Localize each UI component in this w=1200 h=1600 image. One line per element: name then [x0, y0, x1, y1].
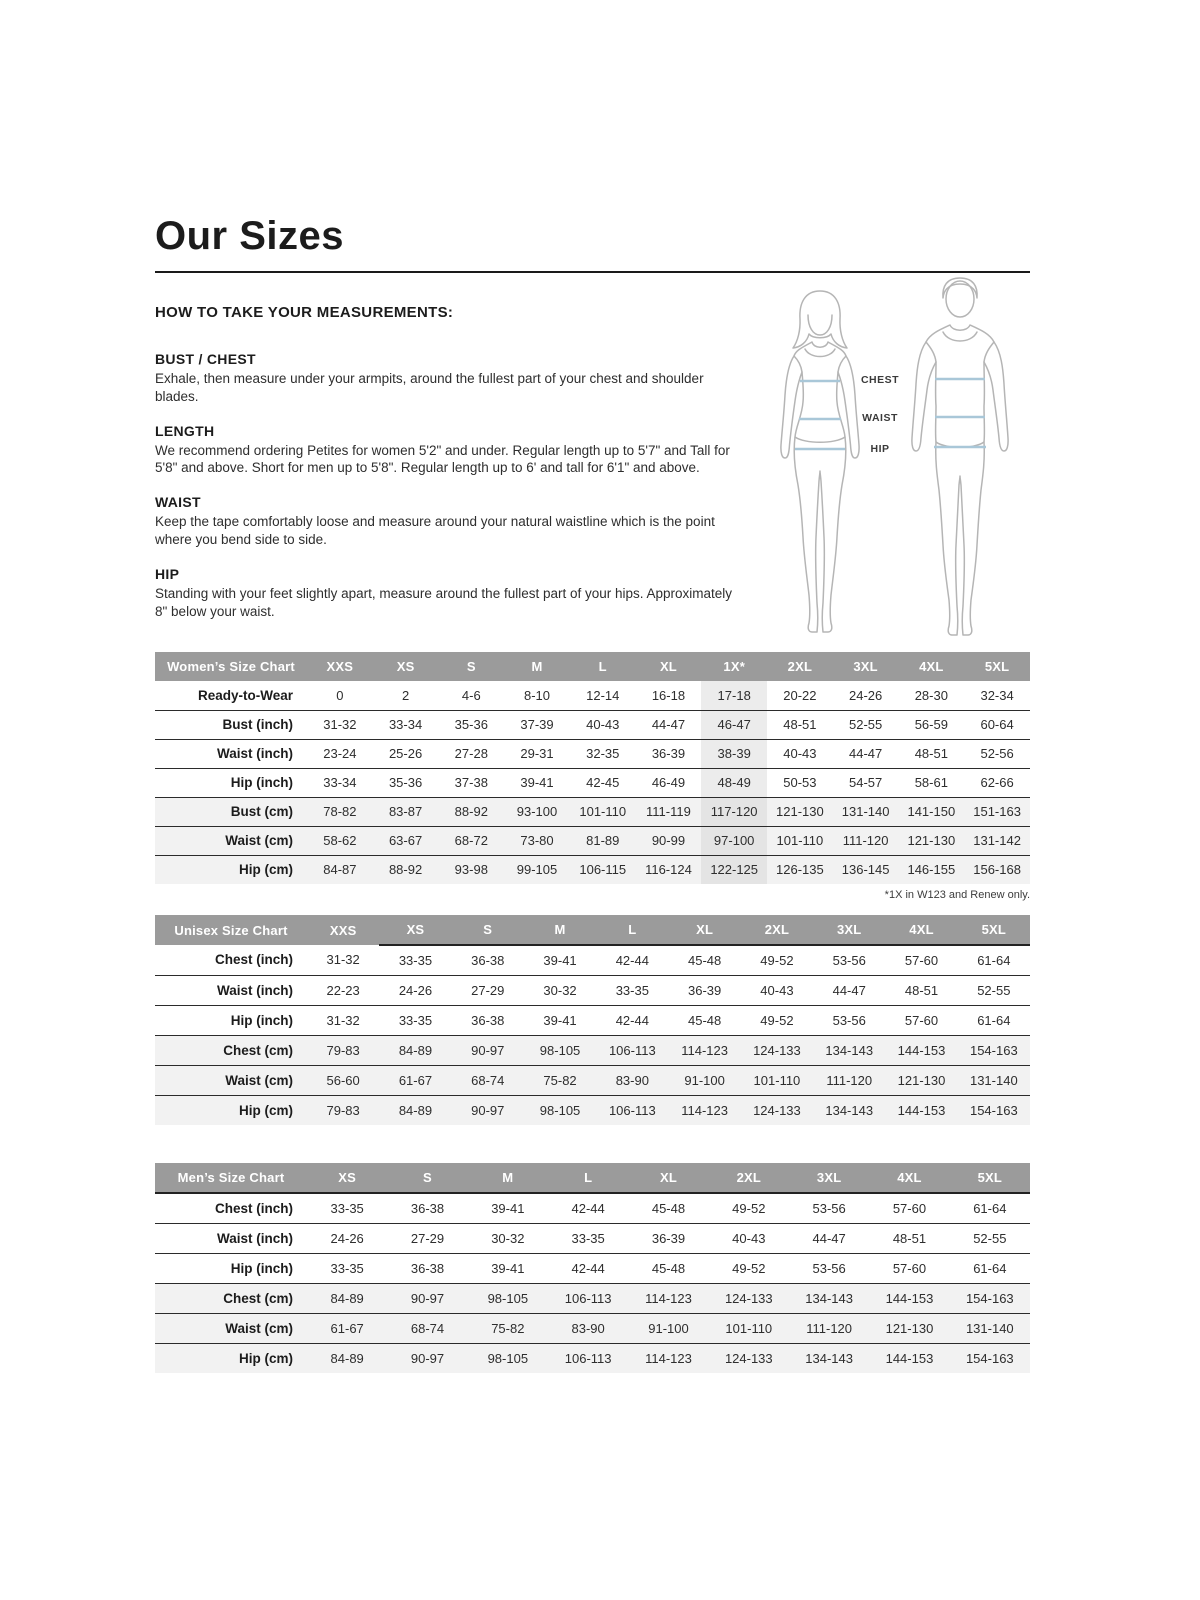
size-cell: 121-130: [897, 1072, 946, 1088]
size-cell: 116-124: [645, 862, 692, 878]
size-cell: 39-41: [543, 952, 577, 968]
size-column-header: L: [570, 652, 636, 681]
row-label: Chest (cm): [223, 1290, 293, 1306]
size-cell: 106-113: [564, 1290, 612, 1306]
size-cell: 38-39: [701, 739, 767, 768]
size-cell: 42-44: [571, 1200, 605, 1216]
size-cell: 33-34: [388, 717, 423, 732]
row-label: Chest (cm): [223, 1042, 293, 1058]
size-cell: 134-143: [805, 1350, 853, 1366]
row-label: Hip (inch): [230, 775, 293, 790]
woman-figure-illustration: [755, 285, 885, 635]
row-label: Waist (inch): [217, 982, 293, 998]
size-cell: 48-51: [783, 717, 817, 732]
size-cell: 75-82: [543, 1072, 577, 1088]
how-to-heading: HOW TO TAKE YOUR MEASUREMENTS:: [155, 304, 454, 321]
size-cell: 144-153: [897, 1042, 946, 1058]
measurement-figures: [740, 268, 1070, 648]
size-cell: 33-34: [323, 775, 357, 790]
row-label: Chest (inch): [214, 1200, 293, 1216]
size-cell: 134-143: [825, 1102, 874, 1118]
size-column-header: S: [387, 1163, 467, 1193]
row-label: Hip (cm): [239, 862, 293, 878]
size-cell: 90-97: [410, 1290, 445, 1306]
size-column-header: 4XL: [898, 652, 964, 681]
man-figure-illustration: [885, 270, 1035, 640]
size-cell: 98-105: [487, 1350, 529, 1366]
size-cell: 83-90: [571, 1320, 605, 1336]
size-cell: 106-113: [608, 1042, 656, 1058]
size-cell: 134-143: [825, 1042, 874, 1058]
size-cell: 131-142: [973, 833, 1021, 848]
size-cell: 20-22: [783, 687, 817, 703]
size-cell: 90-97: [410, 1350, 445, 1366]
size-cell: 56-59: [914, 717, 948, 732]
size-cell: 44-47: [832, 982, 866, 998]
size-cell: 106-113: [564, 1350, 612, 1366]
size-cell: 81-89: [586, 833, 620, 848]
size-cell: 28-30: [914, 687, 948, 703]
size-column-header: XS: [373, 652, 439, 681]
size-cell: 144-153: [885, 1350, 934, 1366]
row-label: Waist (cm): [225, 833, 293, 848]
size-column-header: 3XL: [813, 915, 885, 945]
size-cell: 12-14: [586, 687, 620, 703]
size-cell: 84-89: [330, 1350, 364, 1366]
size-cell: 106-113: [608, 1102, 656, 1118]
size-cell: 98-105: [539, 1042, 581, 1058]
size-cell: 90-97: [471, 1102, 505, 1118]
row-label: Hip (inch): [230, 1012, 293, 1028]
size-cell: 91-100: [684, 1072, 725, 1088]
size-cell: 45-48: [651, 1200, 686, 1216]
size-column-header: M: [524, 915, 596, 945]
size-cell: 131-140: [841, 804, 890, 819]
size-column-header: S: [438, 652, 504, 681]
size-cell: 48-49: [701, 768, 767, 797]
size-cell: 83-90: [615, 1072, 649, 1088]
size-cell: 97-100: [701, 826, 767, 855]
size-cell: 99-105: [516, 862, 558, 878]
size-cell: 154-163: [965, 1350, 1014, 1366]
size-cell: 30-32: [491, 1230, 525, 1246]
size-cell: 124-133: [724, 1290, 773, 1306]
size-cell: 61-67: [398, 1072, 433, 1088]
size-cell: 49-52: [732, 1200, 766, 1216]
size-cell: 39-41: [520, 775, 554, 790]
size-cell: 49-52: [732, 1260, 766, 1276]
size-cell: 37-38: [454, 775, 488, 790]
size-cell: 39-41: [543, 1012, 577, 1028]
size-cell: 84-89: [398, 1102, 433, 1118]
size-cell: 48-51: [892, 1230, 927, 1246]
size-cell: 111-119: [646, 804, 691, 819]
size-cell: 52-55: [977, 982, 1011, 998]
size-column-header: 5XL: [950, 1163, 1030, 1193]
size-column-header: L: [548, 1163, 628, 1193]
unisex-size-table: [155, 915, 1030, 1125]
size-column-header: XS: [307, 1163, 387, 1193]
size-cell: 61-64: [973, 1200, 1007, 1216]
size-cell: 131-140: [965, 1320, 1014, 1336]
size-cell: 57-60: [904, 952, 939, 968]
size-cell: 121-130: [776, 804, 824, 819]
size-cell: 117-120: [701, 797, 767, 826]
size-cell: 124-133: [753, 1042, 801, 1058]
size-cell: 32-35: [586, 746, 620, 761]
size-cell: 61-64: [973, 1260, 1007, 1276]
size-cell: 57-60: [904, 1012, 939, 1028]
size-cell: 101-110: [776, 833, 824, 848]
size-cell: 44-47: [848, 746, 883, 761]
size-column-header: XS: [379, 915, 451, 945]
size-cell: 134-143: [805, 1290, 853, 1306]
size-cell: 83-87: [388, 804, 423, 819]
size-cell: 144-153: [897, 1102, 946, 1118]
size-cell: 61-64: [977, 1012, 1011, 1028]
size-column-header: M: [504, 652, 570, 681]
section-body: We recommend ordering Petites for women 5'2" and under. Regular length up to 5'7" and Tall for 5'8" and above. Short for men up to 5'8". Regular length up to 6' and tall for 6'1" and above.: [155, 442, 730, 476]
size-cell: 121-130: [907, 833, 956, 848]
size-cell: 114-123: [681, 1042, 728, 1058]
section-length: [155, 423, 733, 478]
measurement-instructions: [155, 304, 733, 638]
size-cell: 75-82: [491, 1320, 525, 1336]
size-cell: 53-56: [832, 952, 866, 968]
section-waist: [155, 494, 733, 549]
measurement-lines: [934, 379, 986, 447]
size-cell: 111-120: [806, 1320, 853, 1336]
size-cell: 62-66: [980, 775, 1014, 790]
size-cell: 57-60: [892, 1260, 927, 1276]
size-cell: 54-57: [848, 775, 883, 790]
size-cell: 42-44: [571, 1260, 605, 1276]
table-title: Women’s Size Chart: [155, 652, 307, 681]
size-cell: 8-10: [524, 687, 551, 703]
size-cell: 131-140: [969, 1072, 1018, 1088]
size-cell: 35-36: [454, 717, 488, 732]
chest-label: CHEST: [860, 374, 900, 386]
size-cell: 40-43: [760, 982, 794, 998]
row-label: Waist (cm): [225, 1320, 293, 1336]
size-cell: 42-44: [615, 952, 649, 968]
size-cell: 36-38: [471, 952, 505, 968]
size-cell: 49-52: [760, 952, 794, 968]
row-label: Bust (inch): [222, 717, 293, 732]
size-cell: 4-6: [461, 687, 481, 703]
size-cell: 33-35: [571, 1230, 605, 1246]
size-cell: 33-35: [398, 952, 433, 968]
size-cell: 58-62: [323, 833, 357, 848]
size-cell: 50-53: [783, 775, 817, 790]
page-title: Our Sizes: [155, 214, 345, 258]
size-cell: 154-163: [969, 1102, 1018, 1118]
size-cell: 114-123: [645, 1290, 692, 1306]
size-cell: 23-24: [323, 746, 357, 761]
row-label: Hip (cm): [239, 1350, 293, 1366]
size-cell: 136-145: [841, 862, 890, 878]
size-cell: 53-56: [812, 1200, 846, 1216]
size-cell: 78-82: [323, 804, 357, 819]
size-column-header: 2XL: [709, 1163, 789, 1193]
size-cell: 146-155: [907, 862, 956, 878]
size-cell: 106-115: [579, 862, 627, 878]
size-cell: 154-163: [965, 1290, 1014, 1306]
size-cell: 144-153: [885, 1290, 934, 1306]
table-title: Men’s Size Chart: [155, 1163, 307, 1193]
row-label: Chest (inch): [214, 952, 293, 968]
size-cell: 31-32: [326, 1012, 360, 1028]
size-cell: 101-110: [725, 1320, 773, 1336]
size-cell: 27-29: [410, 1230, 445, 1246]
waist-label: WAIST: [862, 412, 898, 424]
size-cell: 58-61: [914, 775, 948, 790]
size-cell: 36-38: [471, 1012, 505, 1028]
row-label: Ready-to-Wear: [197, 687, 293, 703]
section-heading: BUST / CHEST: [155, 351, 256, 367]
size-cell: 73-80: [520, 833, 554, 848]
size-cell: 124-133: [724, 1350, 773, 1366]
size-cell: 27-29: [471, 982, 505, 998]
size-cell: 122-125: [701, 855, 767, 884]
size-cell: 90-97: [471, 1042, 505, 1058]
size-cell: 88-92: [454, 804, 488, 819]
size-cell: 45-48: [688, 952, 722, 968]
size-column-header: XL: [636, 652, 702, 681]
section-heading: LENGTH: [155, 422, 215, 439]
size-cell: 24-26: [398, 982, 433, 998]
size-column-header: 4XL: [869, 1163, 949, 1193]
size-cell: 36-39: [688, 982, 722, 998]
size-column-header: 4XL: [885, 915, 957, 945]
size-cell: 68-72: [454, 833, 488, 848]
size-cell: 60-64: [980, 717, 1014, 732]
size-cell: 35-36: [388, 775, 423, 790]
size-cell: 42-45: [586, 775, 620, 790]
size-cell: 29-31: [520, 746, 554, 761]
size-cell: 32-34: [980, 687, 1014, 703]
size-cell: 156-168: [973, 862, 1021, 878]
size-cell: 31-32: [323, 717, 357, 732]
size-cell: 111-120: [842, 833, 889, 848]
hip-label: HIP: [870, 443, 890, 455]
size-cell: 84-89: [330, 1290, 364, 1306]
size-cell: 33-35: [330, 1260, 364, 1276]
size-cell: 68-74: [471, 1072, 505, 1088]
size-cell: 61-64: [977, 952, 1011, 968]
size-column-header: XXS: [307, 915, 379, 945]
row-label: Hip (cm): [239, 1102, 293, 1118]
size-column-header: M: [468, 1163, 548, 1193]
size-cell: 46-49: [651, 775, 686, 790]
size-cell: 121-130: [885, 1320, 934, 1336]
size-cell: 36-38: [410, 1260, 445, 1276]
size-cell: 141-150: [907, 804, 956, 819]
size-cell: 101-110: [579, 804, 627, 819]
size-cell: 46-47: [701, 710, 767, 739]
size-column-header: XL: [668, 915, 740, 945]
size-cell: 84-89: [398, 1042, 433, 1058]
row-label: Waist (inch): [217, 1230, 293, 1246]
size-cell: 93-98: [454, 862, 488, 878]
size-cell: 40-43: [586, 717, 620, 732]
size-cell: 0: [336, 687, 344, 703]
size-cell: 31-32: [326, 952, 360, 968]
size-cell: 42-44: [615, 1012, 649, 1028]
size-column-header: S: [452, 915, 524, 945]
size-cell: 37-39: [520, 717, 554, 732]
row-label: Hip (inch): [230, 1260, 293, 1276]
size-cell: 27-28: [454, 746, 488, 761]
row-label: Bust (cm): [230, 804, 293, 819]
size-cell: 30-32: [543, 982, 577, 998]
size-column-header: XXS: [307, 652, 373, 681]
size-cell: 154-163: [969, 1042, 1018, 1058]
size-cell: 114-123: [681, 1102, 728, 1118]
size-cell: 33-35: [615, 982, 649, 998]
size-cell: 2: [401, 687, 410, 703]
size-cell: 52-55: [848, 717, 883, 732]
size-cell: 56-60: [326, 1072, 360, 1088]
table-title: Unisex Size Chart: [155, 915, 307, 945]
size-cell: 53-56: [812, 1260, 846, 1276]
size-cell: 45-48: [688, 1012, 722, 1028]
size-cell: 57-60: [892, 1200, 927, 1216]
size-cell: 63-67: [388, 833, 423, 848]
size-cell: 22-23: [326, 982, 360, 998]
size-cell: 36-38: [410, 1200, 445, 1216]
size-cell: 79-83: [326, 1102, 360, 1118]
size-column-header: 5XL: [958, 915, 1030, 945]
mens-size-table: [155, 1163, 1030, 1373]
size-cell: 68-74: [410, 1320, 445, 1336]
size-cell: 88-92: [388, 862, 423, 878]
section-hip: [155, 566, 733, 621]
size-cell: 24-26: [848, 687, 883, 703]
size-column-header: 3XL: [789, 1163, 869, 1193]
size-cell: 33-35: [398, 1012, 433, 1028]
section-heading: HIP: [155, 565, 180, 582]
table-footnote: *1X in W123 and Renew only.: [884, 889, 1030, 901]
size-cell: 48-51: [914, 746, 948, 761]
size-cell: 151-163: [973, 804, 1021, 819]
section-bust-chest: [155, 351, 733, 406]
size-cell: 52-55: [973, 1230, 1007, 1246]
size-cell: 40-43: [732, 1230, 766, 1246]
size-cell: 98-105: [487, 1290, 529, 1306]
size-cell: 91-100: [648, 1320, 689, 1336]
size-cell: 93-100: [516, 804, 558, 819]
size-cell: 17-18: [701, 681, 767, 710]
size-column-header: 5XL: [964, 652, 1030, 681]
size-cell: 126-135: [776, 862, 824, 878]
section-body: Exhale, then measure under your armpits, around the fullest part of your chest and shoulder blades.: [155, 371, 704, 404]
size-cell: 49-52: [760, 1012, 794, 1028]
size-cell: 111-120: [826, 1072, 873, 1088]
measurement-lines: [795, 381, 845, 449]
size-cell: 114-123: [645, 1350, 692, 1366]
section-body: Standing with your feet slightly apart, measure around the fullest part of your hips. Approximately 8" below your waist.: [155, 585, 733, 619]
size-cell: 61-67: [330, 1320, 364, 1336]
size-column-header: 3XL: [833, 652, 899, 681]
size-cell: 48-51: [904, 982, 939, 998]
size-cell: 36-39: [651, 1230, 686, 1246]
size-cell: 124-133: [753, 1102, 801, 1118]
size-cell: 45-48: [651, 1260, 686, 1276]
size-cell: 40-43: [783, 746, 817, 761]
size-cell: 84-87: [323, 862, 357, 878]
size-cell: 33-35: [330, 1200, 364, 1216]
size-cell: 98-105: [539, 1102, 581, 1118]
size-column-header: XL: [628, 1163, 708, 1193]
size-column-header: 2XL: [741, 915, 813, 945]
size-cell: 39-41: [491, 1200, 525, 1216]
section-body: Keep the tape comfortably loose and measure around your natural waistline which is the point where you bend side to side.: [155, 514, 715, 548]
size-column-header: 1X*: [701, 652, 767, 681]
size-cell: 90-99: [651, 833, 686, 848]
size-cell: 25-26: [388, 746, 423, 761]
size-cell: 101-110: [753, 1072, 801, 1088]
size-cell: 53-56: [832, 1012, 866, 1028]
size-cell: 24-26: [330, 1230, 364, 1246]
size-cell: 79-83: [326, 1042, 360, 1058]
size-cell: 44-47: [651, 717, 686, 732]
size-cell: 16-18: [651, 687, 686, 703]
section-heading: WAIST: [155, 494, 201, 511]
size-cell: 39-41: [491, 1260, 525, 1276]
size-column-header: L: [596, 915, 668, 945]
size-cell: 44-47: [812, 1230, 846, 1246]
row-label: Waist (cm): [225, 1072, 293, 1088]
size-cell: 36-39: [651, 746, 686, 761]
size-cell: 52-56: [980, 746, 1014, 761]
womens-size-table: [155, 652, 1030, 901]
size-column-header: 2XL: [767, 652, 833, 681]
row-label: Waist (inch): [217, 746, 293, 761]
